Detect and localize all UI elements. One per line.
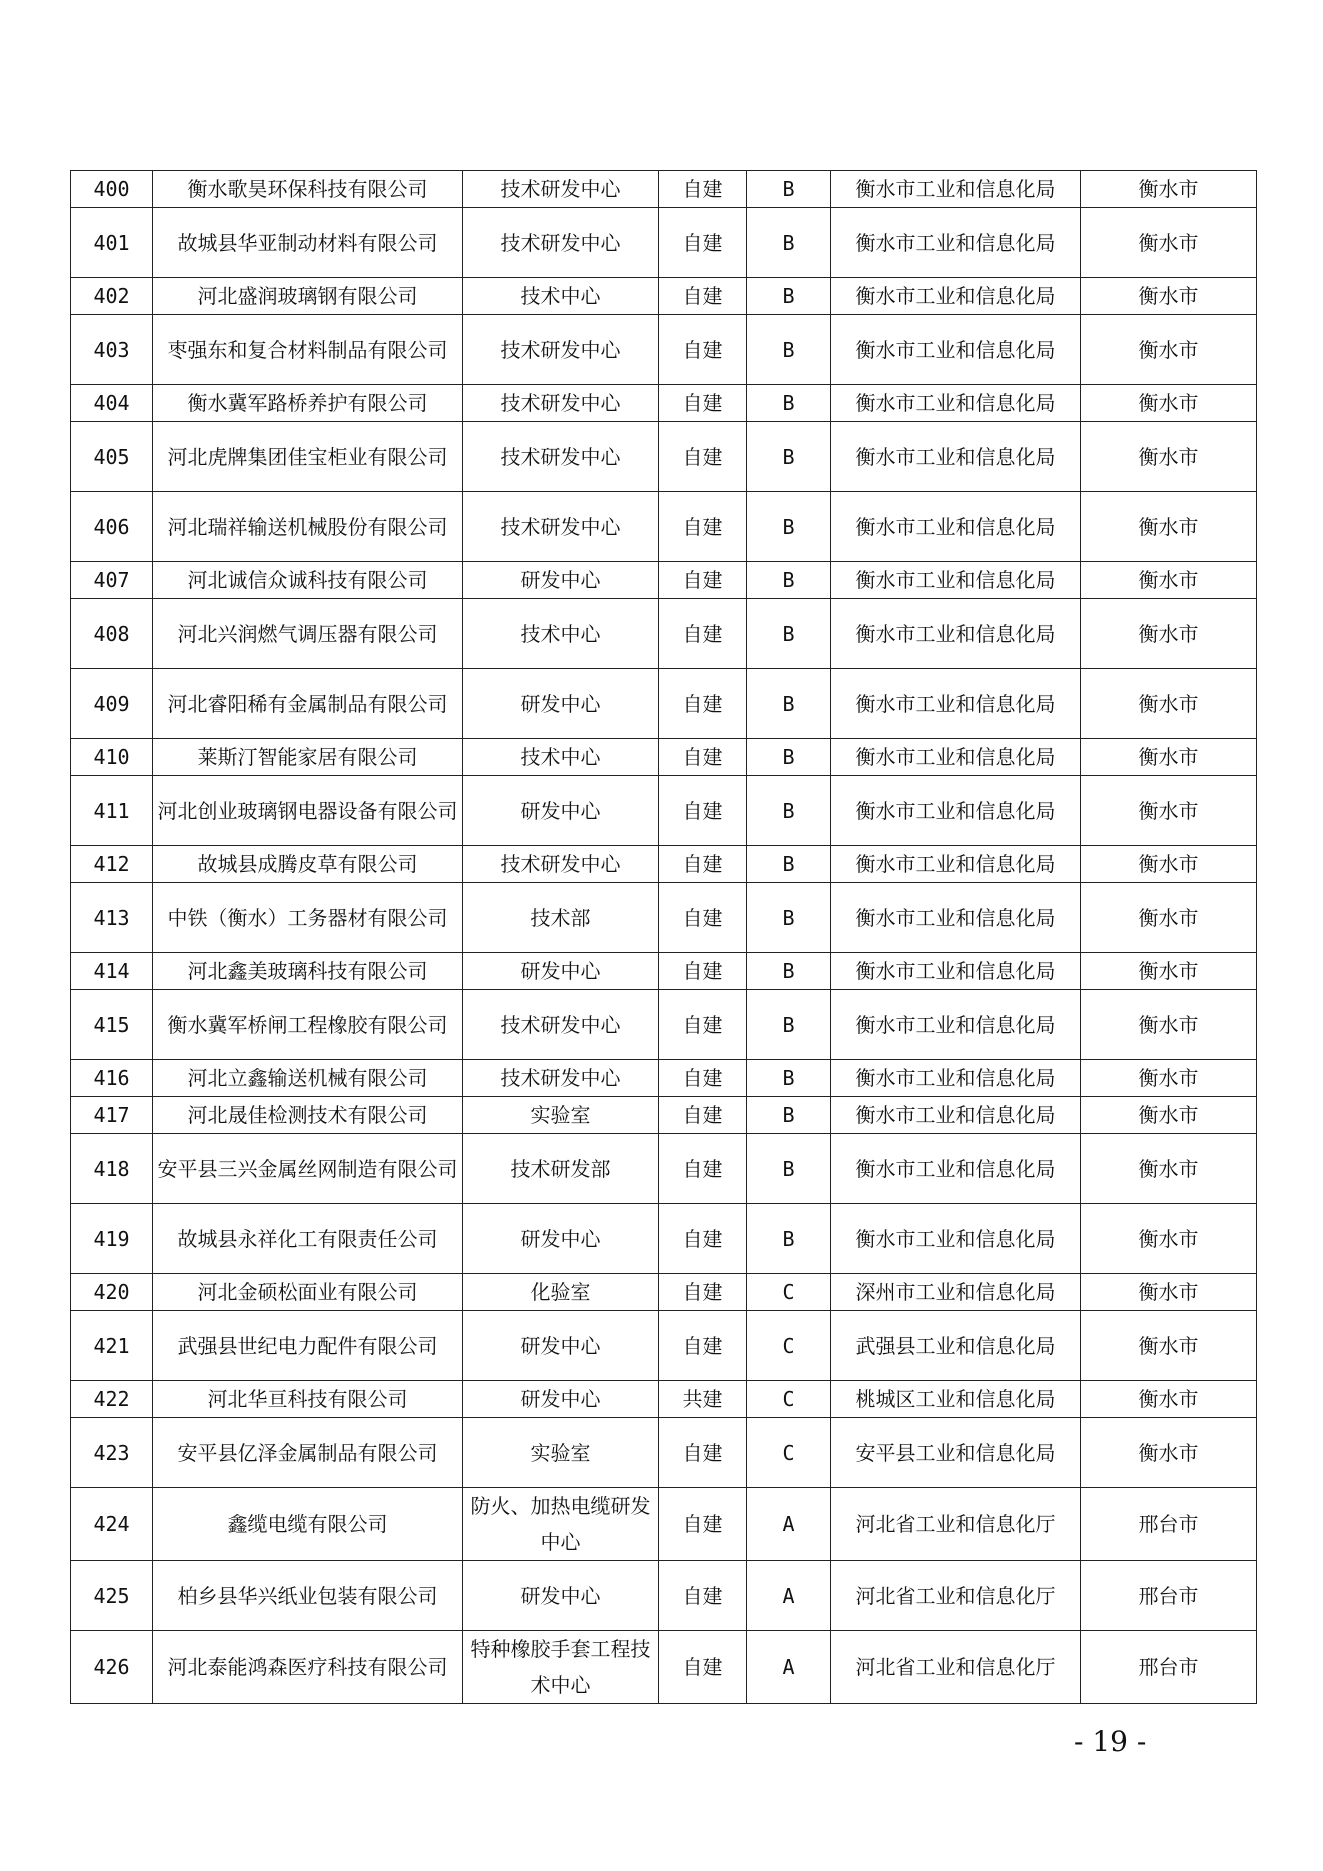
center-name-cell: 技术研发中心 [463, 315, 659, 385]
city-cell: 衡水市 [1081, 562, 1257, 599]
recommending-dept-cell: 河北省工业和信息化厅 [831, 1561, 1081, 1631]
recommending-dept-cell: 衡水市工业和信息化局 [831, 492, 1081, 562]
city-cell: 衡水市 [1081, 1418, 1257, 1488]
recommending-dept-cell: 衡水市工业和信息化局 [831, 562, 1081, 599]
row-number-cell: 416 [71, 1060, 153, 1097]
company-name-cell: 衡水冀军路桥养护有限公司 [153, 385, 463, 422]
city-cell: 衡水市 [1081, 846, 1257, 883]
recommending-dept-cell: 衡水市工业和信息化局 [831, 315, 1081, 385]
row-number-cell: 404 [71, 385, 153, 422]
company-name-cell: 河北诚信众诚科技有限公司 [153, 562, 463, 599]
recommending-dept-cell: 衡水市工业和信息化局 [831, 883, 1081, 953]
level-cell: A [747, 1631, 831, 1704]
recommending-dept-cell: 衡水市工业和信息化局 [831, 1204, 1081, 1274]
build-type-cell: 自建 [659, 171, 747, 208]
city-cell: 衡水市 [1081, 171, 1257, 208]
city-cell: 衡水市 [1081, 1204, 1257, 1274]
recommending-dept-cell: 衡水市工业和信息化局 [831, 1060, 1081, 1097]
build-type-cell: 自建 [659, 385, 747, 422]
row-number-cell: 423 [71, 1418, 153, 1488]
company-name-cell: 莱斯汀智能家居有限公司 [153, 739, 463, 776]
level-cell: B [747, 171, 831, 208]
build-type-cell: 自建 [659, 669, 747, 739]
recommending-dept-cell: 武强县工业和信息化局 [831, 1311, 1081, 1381]
build-type-cell: 自建 [659, 1204, 747, 1274]
build-type-cell: 自建 [659, 278, 747, 315]
table-row [71, 1418, 1257, 1488]
table-row [71, 599, 1257, 669]
company-name-cell: 故城县华亚制动材料有限公司 [153, 208, 463, 278]
recommending-dept-cell: 桃城区工业和信息化局 [831, 1381, 1081, 1418]
company-name-cell: 河北虎牌集团佳宝柜业有限公司 [153, 422, 463, 492]
table-row [71, 422, 1257, 492]
row-number-cell: 400 [71, 171, 153, 208]
enterprise-table [70, 170, 1257, 1704]
center-name-cell: 研发中心 [463, 1381, 659, 1418]
row-number-cell: 412 [71, 846, 153, 883]
company-name-cell: 河北晟佳检测技术有限公司 [153, 1097, 463, 1134]
row-number-cell: 419 [71, 1204, 153, 1274]
table-row [71, 385, 1257, 422]
row-number-cell: 414 [71, 953, 153, 990]
center-name-cell: 研发中心 [463, 1311, 659, 1381]
company-name-cell: 河北睿阳稀有金属制品有限公司 [153, 669, 463, 739]
row-number-cell: 417 [71, 1097, 153, 1134]
city-cell: 衡水市 [1081, 385, 1257, 422]
table-row [71, 1561, 1257, 1631]
row-number-cell: 408 [71, 599, 153, 669]
row-number-cell: 406 [71, 492, 153, 562]
recommending-dept-cell: 河北省工业和信息化厅 [831, 1631, 1081, 1704]
recommending-dept-cell: 衡水市工业和信息化局 [831, 739, 1081, 776]
company-name-cell: 河北创业玻璃钢电器设备有限公司 [153, 776, 463, 846]
build-type-cell: 自建 [659, 315, 747, 385]
recommending-dept-cell: 安平县工业和信息化局 [831, 1418, 1081, 1488]
table-row [71, 953, 1257, 990]
build-type-cell: 自建 [659, 776, 747, 846]
build-type-cell: 自建 [659, 562, 747, 599]
company-name-cell: 河北立鑫输送机械有限公司 [153, 1060, 463, 1097]
city-cell: 衡水市 [1081, 278, 1257, 315]
table-row [71, 1311, 1257, 1381]
company-name-cell: 枣强东和复合材料制品有限公司 [153, 315, 463, 385]
level-cell: B [747, 990, 831, 1060]
recommending-dept-cell: 深州市工业和信息化局 [831, 1274, 1081, 1311]
city-cell: 邢台市 [1081, 1488, 1257, 1561]
city-cell: 衡水市 [1081, 1097, 1257, 1134]
build-type-cell: 自建 [659, 1060, 747, 1097]
table-row [71, 1488, 1257, 1561]
level-cell: A [747, 1561, 831, 1631]
level-cell: B [747, 1204, 831, 1274]
company-name-cell: 柏乡县华兴纸业包装有限公司 [153, 1561, 463, 1631]
level-cell: B [747, 776, 831, 846]
company-name-cell: 河北兴润燃气调压器有限公司 [153, 599, 463, 669]
city-cell: 邢台市 [1081, 1631, 1257, 1704]
table-row [71, 883, 1257, 953]
recommending-dept-cell: 衡水市工业和信息化局 [831, 669, 1081, 739]
build-type-cell: 自建 [659, 1097, 747, 1134]
row-number-cell: 407 [71, 562, 153, 599]
level-cell: B [747, 1060, 831, 1097]
recommending-dept-cell: 衡水市工业和信息化局 [831, 171, 1081, 208]
table-row [71, 846, 1257, 883]
build-type-cell: 自建 [659, 1488, 747, 1561]
table-row [71, 208, 1257, 278]
center-name-cell: 特种橡胶手套工程技术中心 [463, 1631, 659, 1704]
level-cell: B [747, 846, 831, 883]
level-cell: B [747, 315, 831, 385]
city-cell: 衡水市 [1081, 315, 1257, 385]
center-name-cell: 防火、加热电缆研发中心 [463, 1488, 659, 1561]
company-name-cell: 武强县世纪电力配件有限公司 [153, 1311, 463, 1381]
center-name-cell: 技术研发中心 [463, 846, 659, 883]
center-name-cell: 技术研发中心 [463, 208, 659, 278]
city-cell: 衡水市 [1081, 953, 1257, 990]
build-type-cell: 自建 [659, 492, 747, 562]
company-name-cell: 安平县亿泽金属制品有限公司 [153, 1418, 463, 1488]
level-cell: B [747, 278, 831, 315]
company-name-cell: 衡水冀军桥闸工程橡胶有限公司 [153, 990, 463, 1060]
recommending-dept-cell: 衡水市工业和信息化局 [831, 278, 1081, 315]
level-cell: C [747, 1418, 831, 1488]
company-name-cell: 故城县永祥化工有限责任公司 [153, 1204, 463, 1274]
level-cell: B [747, 422, 831, 492]
table-row [71, 1631, 1257, 1704]
row-number-cell: 418 [71, 1134, 153, 1204]
company-name-cell: 鑫缆电缆有限公司 [153, 1488, 463, 1561]
build-type-cell: 自建 [659, 1631, 747, 1704]
recommending-dept-cell: 衡水市工业和信息化局 [831, 990, 1081, 1060]
row-number-cell: 402 [71, 278, 153, 315]
city-cell: 衡水市 [1081, 1311, 1257, 1381]
row-number-cell: 424 [71, 1488, 153, 1561]
recommending-dept-cell: 衡水市工业和信息化局 [831, 385, 1081, 422]
level-cell: B [747, 492, 831, 562]
city-cell: 衡水市 [1081, 669, 1257, 739]
build-type-cell: 自建 [659, 846, 747, 883]
build-type-cell: 自建 [659, 1311, 747, 1381]
center-name-cell: 研发中心 [463, 562, 659, 599]
center-name-cell: 研发中心 [463, 669, 659, 739]
center-name-cell: 技术研发中心 [463, 385, 659, 422]
center-name-cell: 技术中心 [463, 739, 659, 776]
build-type-cell: 自建 [659, 422, 747, 492]
recommending-dept-cell: 衡水市工业和信息化局 [831, 422, 1081, 492]
city-cell: 衡水市 [1081, 208, 1257, 278]
table-row [71, 776, 1257, 846]
level-cell: B [747, 208, 831, 278]
recommending-dept-cell: 衡水市工业和信息化局 [831, 599, 1081, 669]
row-number-cell: 415 [71, 990, 153, 1060]
build-type-cell: 自建 [659, 599, 747, 669]
recommending-dept-cell: 衡水市工业和信息化局 [831, 1097, 1081, 1134]
company-name-cell: 河北盛润玻璃钢有限公司 [153, 278, 463, 315]
table-row [71, 1134, 1257, 1204]
city-cell: 衡水市 [1081, 492, 1257, 562]
city-cell: 衡水市 [1081, 990, 1257, 1060]
company-name-cell: 河北泰能鸿森医疗科技有限公司 [153, 1631, 463, 1704]
build-type-cell: 自建 [659, 953, 747, 990]
table-body [71, 171, 1257, 1704]
table-row [71, 278, 1257, 315]
build-type-cell: 自建 [659, 990, 747, 1060]
city-cell: 衡水市 [1081, 739, 1257, 776]
company-name-cell: 故城县成腾皮草有限公司 [153, 846, 463, 883]
city-cell: 衡水市 [1081, 1060, 1257, 1097]
table-row [71, 1060, 1257, 1097]
company-name-cell: 河北瑞祥输送机械股份有限公司 [153, 492, 463, 562]
table-row [71, 1204, 1257, 1274]
level-cell: B [747, 599, 831, 669]
build-type-cell: 共建 [659, 1381, 747, 1418]
company-name-cell: 河北华亘科技有限公司 [153, 1381, 463, 1418]
city-cell: 衡水市 [1081, 599, 1257, 669]
row-number-cell: 401 [71, 208, 153, 278]
row-number-cell: 420 [71, 1274, 153, 1311]
center-name-cell: 实验室 [463, 1418, 659, 1488]
center-name-cell: 技术部 [463, 883, 659, 953]
level-cell: B [747, 1097, 831, 1134]
row-number-cell: 421 [71, 1311, 153, 1381]
table-row [71, 1097, 1257, 1134]
row-number-cell: 409 [71, 669, 153, 739]
center-name-cell: 技术研发中心 [463, 1060, 659, 1097]
level-cell: B [747, 385, 831, 422]
recommending-dept-cell: 河北省工业和信息化厅 [831, 1488, 1081, 1561]
company-name-cell: 河北金硕松面业有限公司 [153, 1274, 463, 1311]
level-cell: B [747, 562, 831, 599]
row-number-cell: 410 [71, 739, 153, 776]
row-number-cell: 425 [71, 1561, 153, 1631]
build-type-cell: 自建 [659, 883, 747, 953]
recommending-dept-cell: 衡水市工业和信息化局 [831, 776, 1081, 846]
build-type-cell: 自建 [659, 1561, 747, 1631]
center-name-cell: 技术研发中心 [463, 492, 659, 562]
center-name-cell: 研发中心 [463, 1204, 659, 1274]
center-name-cell: 化验室 [463, 1274, 659, 1311]
level-cell: C [747, 1311, 831, 1381]
center-name-cell: 实验室 [463, 1097, 659, 1134]
level-cell: B [747, 669, 831, 739]
build-type-cell: 自建 [659, 208, 747, 278]
row-number-cell: 426 [71, 1631, 153, 1704]
center-name-cell: 技术中心 [463, 599, 659, 669]
city-cell: 衡水市 [1081, 883, 1257, 953]
center-name-cell: 技术研发中心 [463, 171, 659, 208]
company-name-cell: 中铁（衡水）工务器材有限公司 [153, 883, 463, 953]
table-row [71, 990, 1257, 1060]
table-row [71, 315, 1257, 385]
row-number-cell: 405 [71, 422, 153, 492]
table-row [71, 492, 1257, 562]
table-row [71, 171, 1257, 208]
center-name-cell: 技术研发中心 [463, 990, 659, 1060]
table-row [71, 562, 1257, 599]
recommending-dept-cell: 衡水市工业和信息化局 [831, 953, 1081, 990]
row-number-cell: 413 [71, 883, 153, 953]
center-name-cell: 技术研发部 [463, 1134, 659, 1204]
level-cell: B [747, 1134, 831, 1204]
company-name-cell: 河北鑫美玻璃科技有限公司 [153, 953, 463, 990]
center-name-cell: 技术研发中心 [463, 422, 659, 492]
city-cell: 衡水市 [1081, 1134, 1257, 1204]
city-cell: 邢台市 [1081, 1561, 1257, 1631]
row-number-cell: 403 [71, 315, 153, 385]
level-cell: B [747, 883, 831, 953]
center-name-cell: 研发中心 [463, 953, 659, 990]
row-number-cell: 411 [71, 776, 153, 846]
recommending-dept-cell: 衡水市工业和信息化局 [831, 1134, 1081, 1204]
company-name-cell: 安平县三兴金属丝网制造有限公司 [153, 1134, 463, 1204]
level-cell: B [747, 953, 831, 990]
level-cell: C [747, 1274, 831, 1311]
center-name-cell: 研发中心 [463, 776, 659, 846]
city-cell: 衡水市 [1081, 422, 1257, 492]
city-cell: 衡水市 [1081, 1381, 1257, 1418]
recommending-dept-cell: 衡水市工业和信息化局 [831, 208, 1081, 278]
build-type-cell: 自建 [659, 739, 747, 776]
table-row [71, 669, 1257, 739]
level-cell: A [747, 1488, 831, 1561]
table-row [71, 739, 1257, 776]
page-number: - 19 - [1074, 1725, 1147, 1758]
company-name-cell: 衡水歌昊环保科技有限公司 [153, 171, 463, 208]
level-cell: C [747, 1381, 831, 1418]
level-cell: B [747, 739, 831, 776]
build-type-cell: 自建 [659, 1418, 747, 1488]
city-cell: 衡水市 [1081, 1274, 1257, 1311]
build-type-cell: 自建 [659, 1274, 747, 1311]
center-name-cell: 技术中心 [463, 278, 659, 315]
table-row [71, 1274, 1257, 1311]
city-cell: 衡水市 [1081, 776, 1257, 846]
recommending-dept-cell: 衡水市工业和信息化局 [831, 846, 1081, 883]
build-type-cell: 自建 [659, 1134, 747, 1204]
center-name-cell: 研发中心 [463, 1561, 659, 1631]
table-row [71, 1381, 1257, 1418]
row-number-cell: 422 [71, 1381, 153, 1418]
